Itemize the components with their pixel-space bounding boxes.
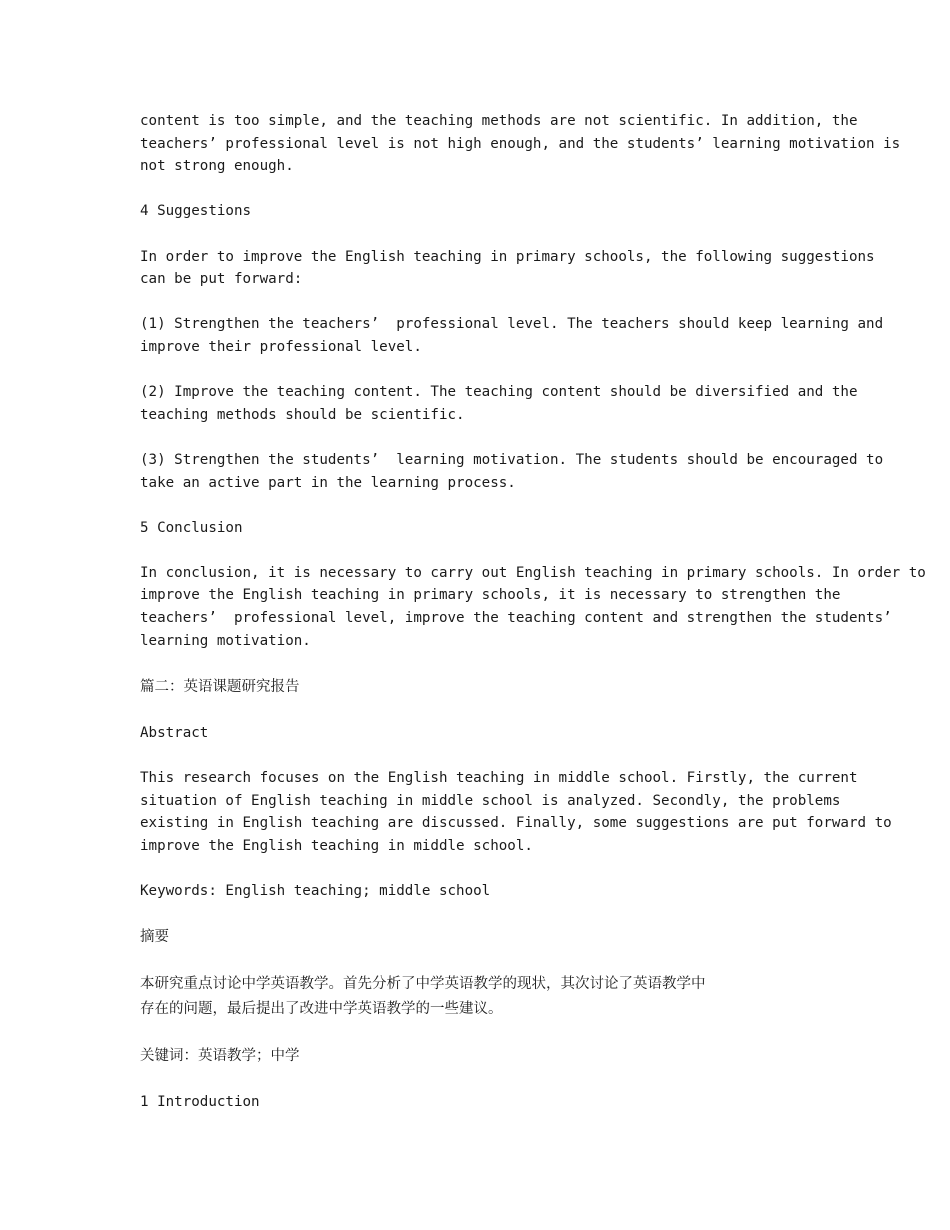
section-heading-abstract: Abstract — [140, 724, 209, 741]
body-paragraph: In conclusion, it is necessary to carry out English teaching in primary schools. In order to improve the English teaching in primary schools, it is necessary to strengthen the teachers’ professional level, improve the teaching content and strengthen the students’ learning motivation. — [140, 564, 926, 649]
article-title: 篇二：英语课题研究报告 — [140, 678, 300, 695]
body-paragraph: In order to improve the English teaching in primary schools, the following suggestions can be put forward: — [140, 248, 875, 288]
suggestion-item-2: (2) Improve the teaching content. The teaching content should be diversified and the teaching methods should be scientific. — [140, 384, 858, 423]
keywords-line: Keywords: English teaching; middle school — [140, 883, 491, 899]
body-paragraph: content is too simple, and the teaching methods are not scientific. In addition, the teachers’ professional level is not high enough, and the students’ learning motivation is not strong enough. — [140, 113, 901, 175]
abstract-paragraph: This research focuses on the English teaching in middle school. Firstly, the current situation of English teaching in middle school is analyzed. Secondly, the problems existing in English teaching are discussed. Finally, some suggestions are put forward to improve the English teaching in middle school. — [140, 770, 892, 854]
suggestion-item-1: (1) Strengthen the teachers’ professional level. The teachers should keep learning and improve their professional level. — [140, 316, 884, 355]
section-heading-introduction: 1 Introduction — [140, 1094, 260, 1111]
suggestion-item-3: (3) Strengthen the students’ learning motivation. The students should be encouraged to take an active part in the learning process. — [140, 451, 884, 491]
section-heading-conclusion: 5 Conclusion — [140, 519, 243, 536]
section-heading-suggestions: 4 Suggestions — [140, 203, 252, 220]
keywords-line-cn: 关键词：英语教学；中学 — [140, 1048, 300, 1065]
document-page — [140, 110, 940, 1136]
section-heading-abstract-cn: 摘要 — [140, 929, 169, 946]
abstract-paragraph-cn: 本研究重点讨论中学英语教学。首先分析了中学英语教学的现状，其次讨论了英语教学中 存在的问题，最后提出了改进中学英语教学的一些建议。 — [140, 976, 706, 1018]
